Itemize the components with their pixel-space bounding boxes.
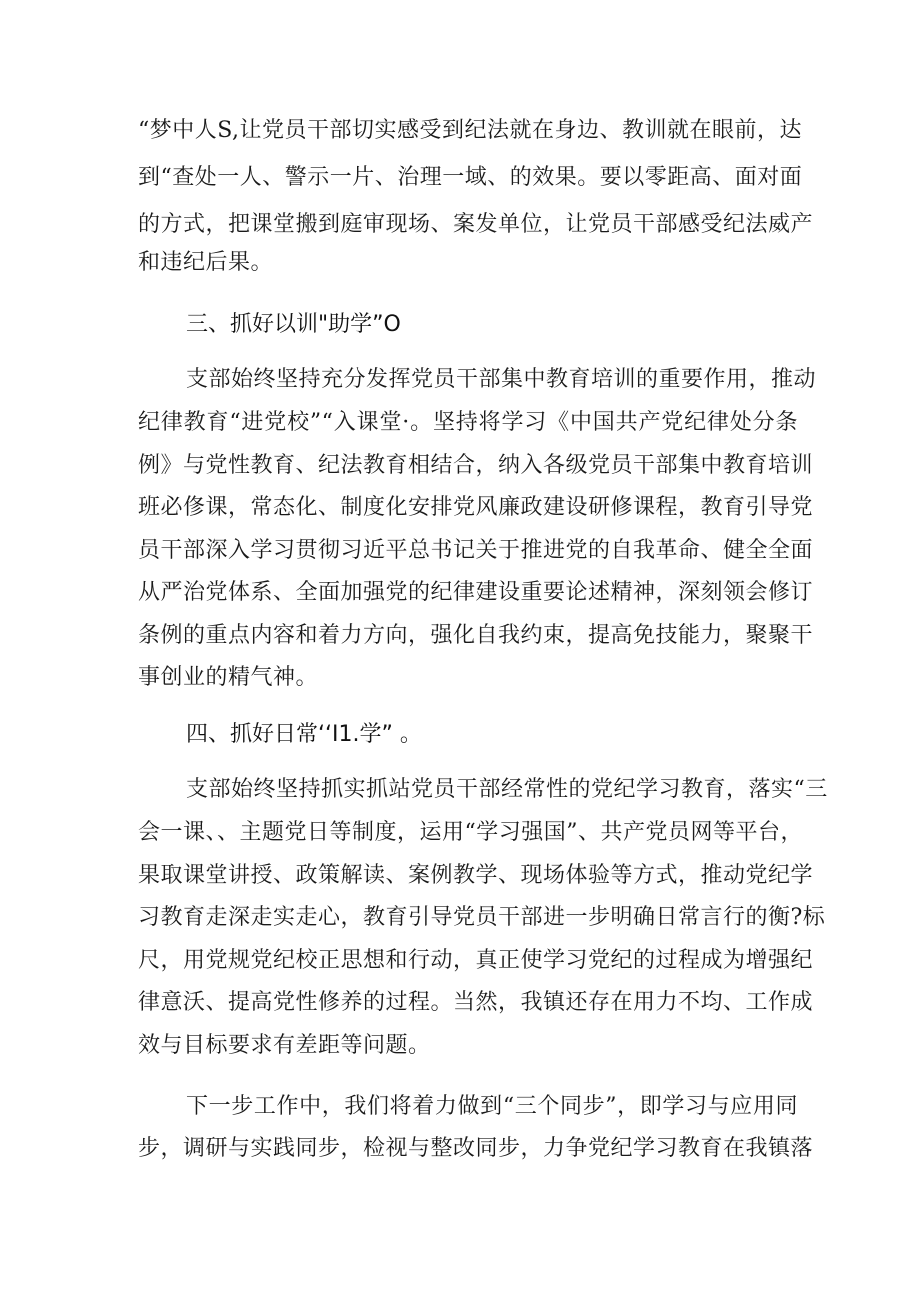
text-line: 从严治党体系、全面加强党的纪律建设重要论述精神，深刻领会修订 [138,580,814,605]
text-line: 下一步工作中，我们将着力做到“三个同步”，即学习与应用同 [186,1094,798,1119]
section-heading-4: 四、抓好日常‘‘I1.学” 。 [186,722,422,747]
text-line: “梦中人S,让党员干部切实感受到纪法就在身边、教训就在眼前，达 [138,118,803,143]
text-line: 支部始终坚持抓实抓站党员干部经常性的党纪学习教育，落实“三 [186,777,828,802]
text-line: 效与目标要求有差距等问题。 [138,1033,431,1058]
text-line: 和违纪后果。 [138,250,274,275]
section-heading-3: 三、抓好以训"助学”O [186,312,401,337]
text-line: 员干部深入学习贯彻习近平总书记关于推进党的自我革命、健全全面 [138,538,814,563]
text-line: 例》与党性教育、纪法教育相结合，纳入各级党员干部集中教育培训 [138,453,814,478]
text-line: 果取课堂讲授、政策解读、案例教学、现场体验等方式，推动党纪学 [138,863,814,888]
text-line: 步，调研与实践同步，检视与整改同步，力争党纪学习教育在我镇落 [138,1136,814,1161]
text-line: 律意沃、提高党性修养的过程。当然，我镇还存在用力不均、工作成 [138,990,814,1015]
text-line: 习教育走深走实走心，教育引导党员干部进一步明确日常言行的衡?标 [138,905,826,930]
text-line: 支部始终坚持充分发挥党员干部集中教育培训的重要作用，推动 [186,367,817,392]
text-line: 事创业的精气神。 [138,665,319,690]
text-line: 的方式，把课堂搬到庭审现场、案发单位，让党员干部感受纪法威产 [138,212,814,237]
text-line: 纪律教育“进党校”“入课堂·。坚持将学习《中国共产党纪律处分条 [138,410,798,435]
text-line: 班必俢课，常态化、制度化安排党风廉政建设研修课程，教育引导党 [138,495,814,520]
text-line: 会一课、、主题党日等制度，运用“学习强国”、共产党员网等平台， [138,820,803,845]
text-line: 尺，用党规党纪校正思想和行动，真正使学习党纪的过程成为增强纪 [138,948,814,973]
text-line: 条例的重点内容和着力方向，强化自我约束，提高免技能力，聚聚干 [138,623,814,648]
text-line: 到“查处一人、警示一片、治理一域、的效果。要以零距高、面对面 [138,165,803,190]
